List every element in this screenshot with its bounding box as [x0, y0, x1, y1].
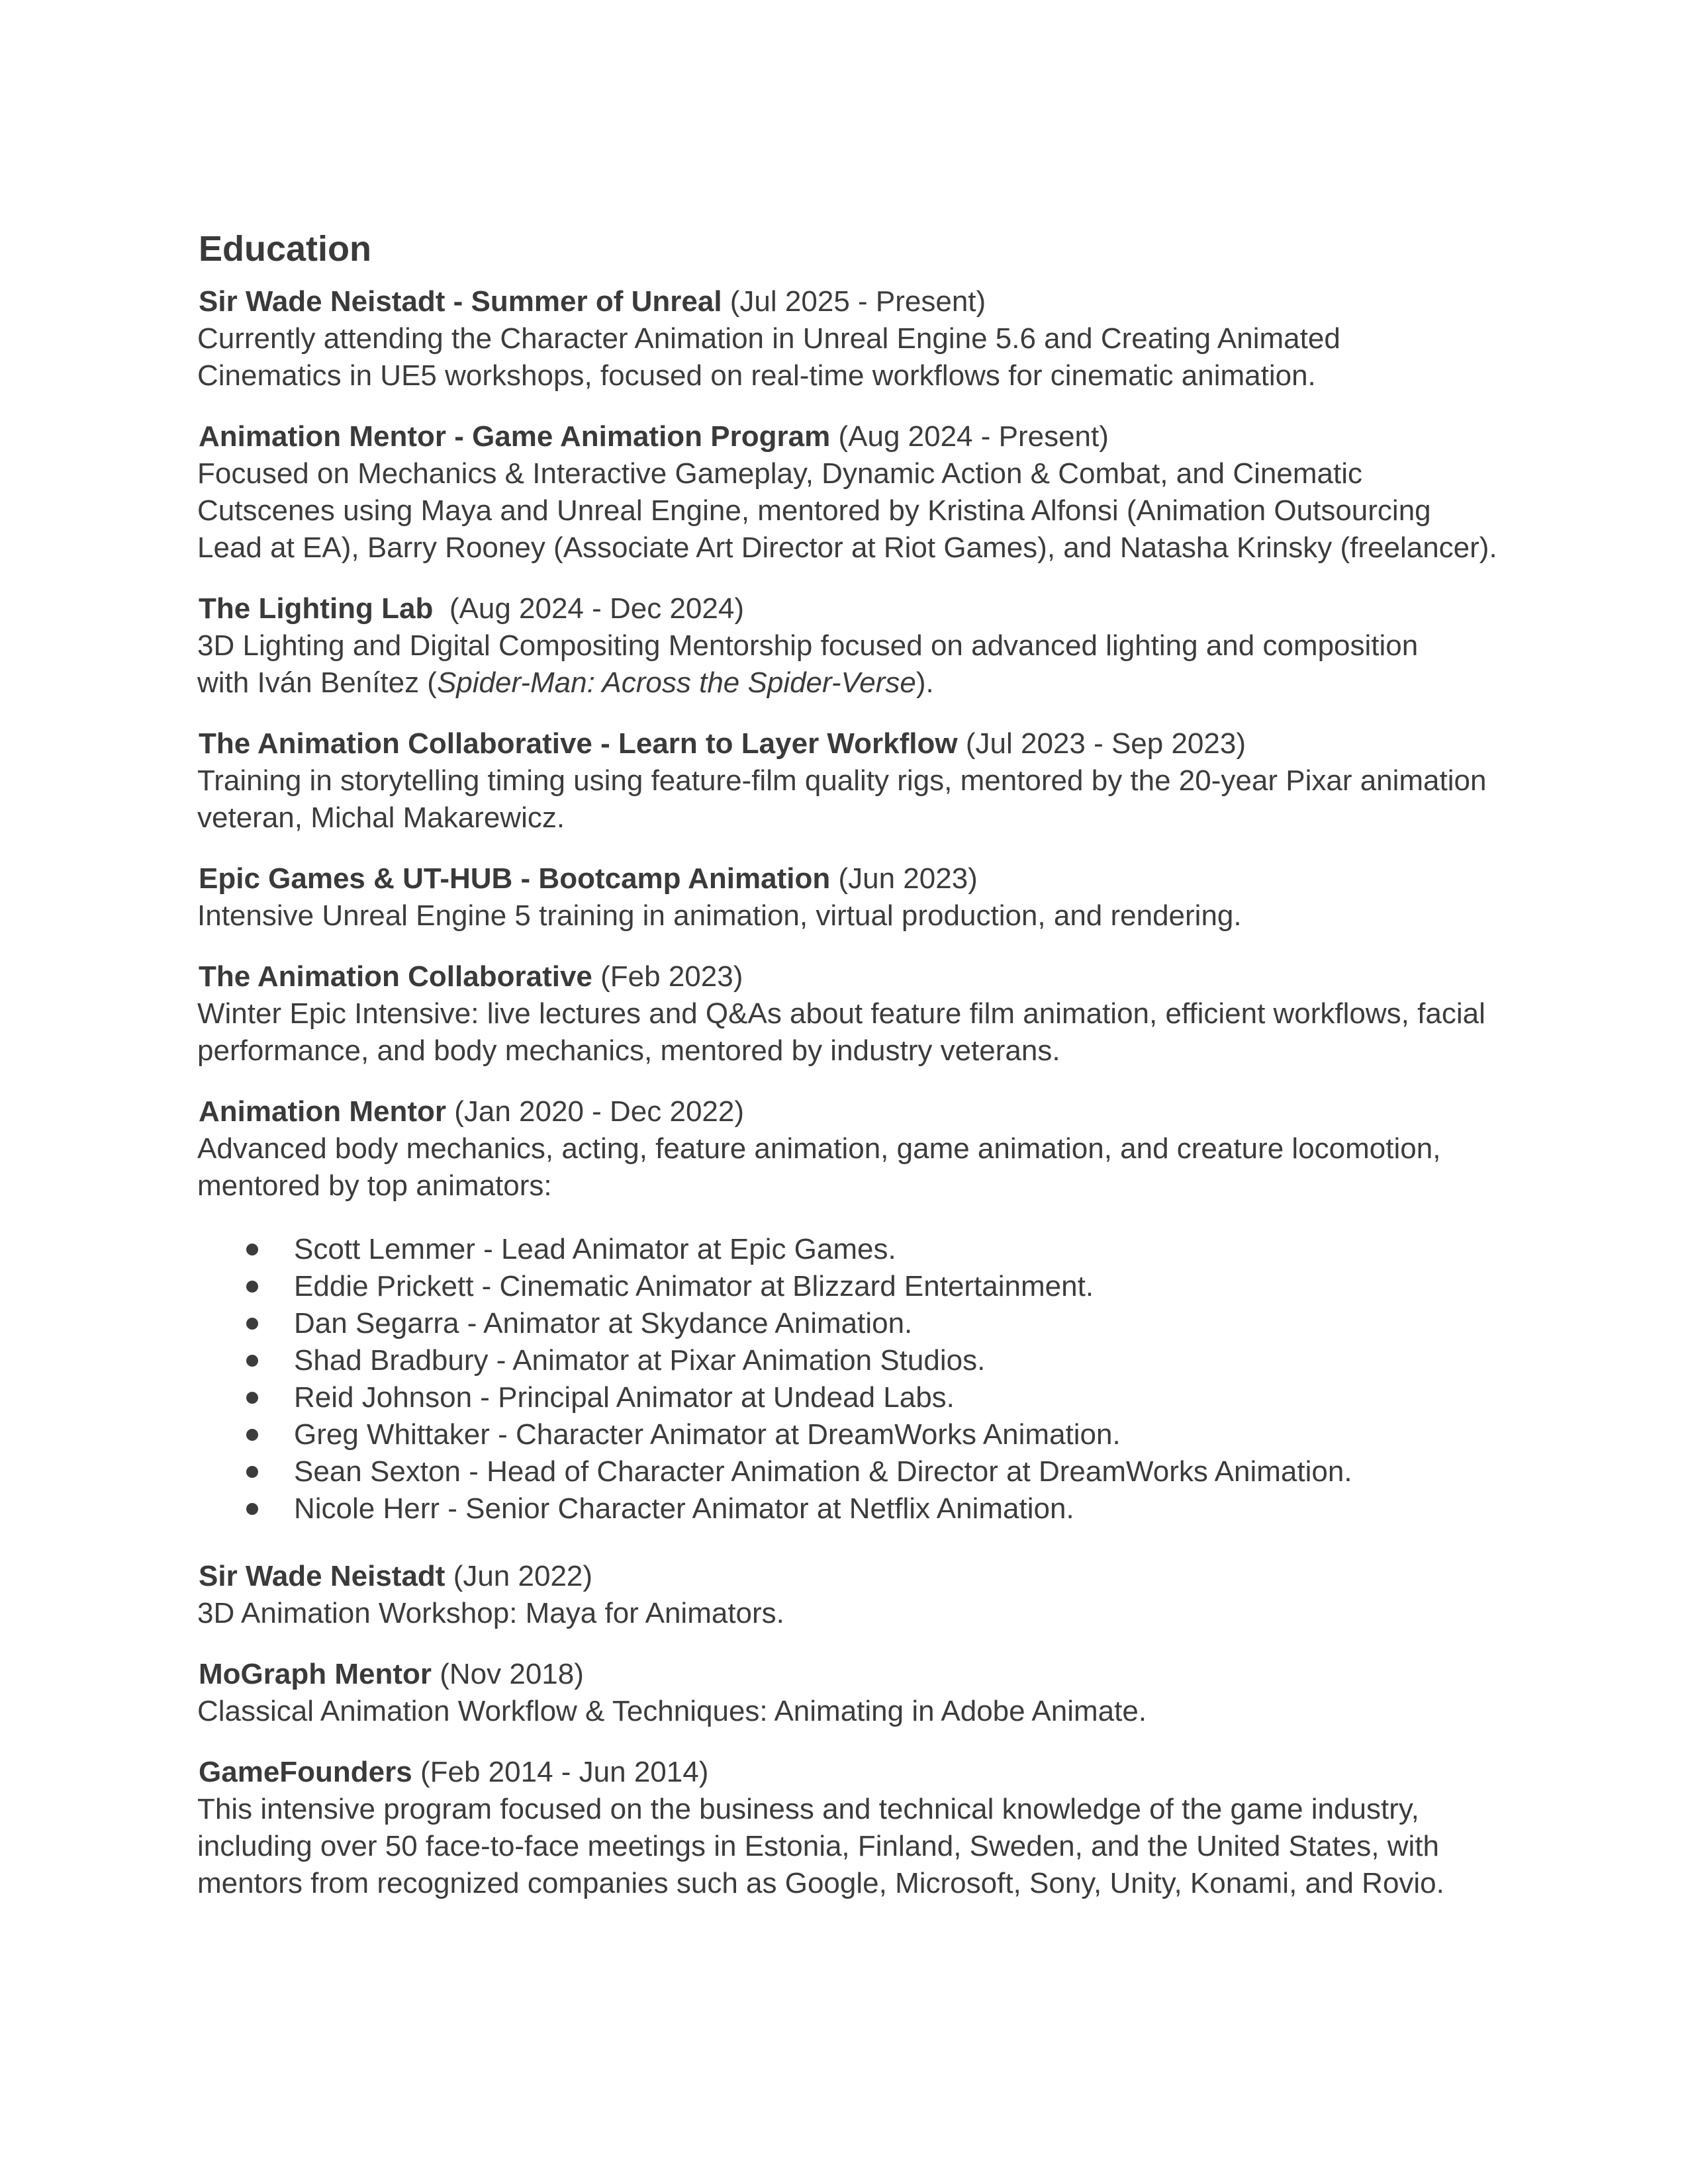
education-entry — [197, 418, 1515, 567]
mentor-text: Eddie Prickett - Cinematic Animator at Blizzard Entertainment. — [294, 1270, 1094, 1302]
description-line: mentored by top animators: — [197, 1169, 552, 1202]
education-entry — [197, 1656, 1515, 1730]
mentor-list-item — [197, 1490, 1515, 1527]
entry-header — [199, 725, 1515, 762]
description-line: Advanced body mechanics, acting, feature animation, game animation, and creature locomotion, — [197, 1132, 1441, 1165]
bullet-icon — [246, 1244, 258, 1255]
education-entry — [197, 590, 1515, 702]
description-line: Training in storytelling timing using feature-film quality rigs, mentored by the 20-year Pixar animation — [197, 764, 1487, 797]
education-entry — [197, 958, 1515, 1069]
education-entry — [197, 1093, 1515, 1527]
education-entry — [197, 1558, 1515, 1632]
entry-date: (Jan 2020 - Dec 2022) — [454, 1095, 745, 1128]
entry-date: (Feb 2023) — [600, 960, 743, 993]
description-line: This intensive program focused on the business and technical knowledge of the game industry, — [197, 1793, 1419, 1825]
description-line: Currently attending the Character Animation in Unreal Engine 5.6 and Creating Animated — [197, 322, 1340, 355]
entry-date: (Aug 2024 - Present) — [838, 420, 1109, 453]
entry-description — [197, 1595, 1515, 1632]
mentor-list-item — [197, 1416, 1515, 1453]
bullet-icon — [246, 1503, 258, 1515]
section-heading: Education — [199, 229, 372, 269]
entry-description — [197, 1791, 1515, 1902]
description-text: with Iván Benítez ( — [197, 666, 437, 699]
entry-date: (Nov 2018) — [440, 1658, 584, 1690]
mentor-list-item — [197, 1231, 1515, 1268]
entry-description — [197, 320, 1515, 394]
entry-title: MoGraph Mentor — [199, 1658, 432, 1690]
mentor-list-item — [197, 1268, 1515, 1305]
description-line: Winter Epic Intensive: live lectures and Q&As about feature film animation, efficient workflows, facial — [197, 997, 1485, 1030]
entry-title: Animation Mentor - Game Animation Program — [199, 420, 831, 453]
education-entry — [197, 1754, 1515, 1902]
bullet-icon — [246, 1318, 258, 1330]
description-line: performance, and body mechanics, mentored by industry veterans. — [197, 1034, 1060, 1067]
mentor-text: Greg Whittaker - Character Animator at DreamWorks Animation. — [294, 1418, 1121, 1451]
entry-date: (Feb 2014 - Jun 2014) — [420, 1756, 709, 1788]
bullet-icon — [246, 1429, 258, 1441]
mentor-list-item — [197, 1305, 1515, 1342]
mentor-text: Scott Lemmer - Lead Animator at Epic Games. — [294, 1233, 896, 1265]
entry-description — [197, 995, 1515, 1069]
description-line: Intensive Unreal Engine 5 training in animation, virtual production, and rendering. — [197, 899, 1242, 932]
entry-title: The Animation Collaborative - Learn to Layer Workflow — [199, 727, 958, 760]
mentor-text: Sean Sexton - Head of Character Animation & Director at DreamWorks Animation. — [294, 1455, 1352, 1488]
entry-date: (Jul 2025 - Present) — [729, 285, 986, 318]
education-section — [197, 221, 1515, 1926]
entry-header — [199, 283, 1515, 320]
description-line: mentors from recognized companies such as Google, Microsoft, Sony, Unity, Konami, and Rovio. — [197, 1867, 1444, 1899]
mentor-list-item — [197, 1453, 1515, 1490]
description-line: Lead at EA), Barry Rooney (Associate Art Director at Riot Games), and Natasha Krinsky (freelancer). — [197, 531, 1497, 564]
entry-header — [199, 1093, 1515, 1130]
education-entry — [197, 860, 1515, 934]
entry-date: (Jul 2023 - Sep 2023) — [965, 727, 1246, 760]
education-entry — [197, 283, 1515, 394]
bullet-icon — [246, 1355, 258, 1367]
entry-description — [197, 627, 1515, 702]
description-line: 3D Animation Workshop: Maya for Animators. — [197, 1597, 784, 1629]
description-line: Cutscenes using Maya and Unreal Engine, mentored by Kristina Alfonsi (Animation Outsourcing — [197, 494, 1431, 527]
entry-description — [197, 762, 1515, 837]
entry-header — [199, 1558, 1515, 1595]
description-line: veteran, Michal Makarewicz. — [197, 801, 565, 834]
entry-title: GameFounders — [199, 1756, 412, 1788]
entry-description — [197, 455, 1515, 567]
film-title: Spider-Man: Across the Spider-Verse — [436, 666, 916, 699]
bullet-icon — [246, 1392, 258, 1404]
entry-header — [199, 958, 1515, 995]
entry-header — [199, 1754, 1515, 1791]
entry-date: (Jun 2022) — [453, 1560, 593, 1592]
entry-title: Sir Wade Neistadt — [199, 1560, 445, 1592]
description-line: Cinematics in UE5 workshops, focused on real-time workflows for cinematic animation. — [197, 359, 1316, 392]
entry-title: Sir Wade Neistadt - Summer of Unreal — [199, 285, 722, 318]
entry-header — [199, 590, 1515, 627]
mentor-text: Shad Bradbury - Animator at Pixar Animation Studios. — [294, 1344, 986, 1377]
description-line: including over 50 face-to-face meetings in Estonia, Finland, Sweden, and the United States, with — [197, 1830, 1439, 1862]
mentor-text: Reid Johnson - Principal Animator at Undead Labs. — [294, 1381, 955, 1414]
entry-title: Animation Mentor — [199, 1095, 446, 1128]
education-entry — [197, 725, 1515, 837]
entry-title: Epic Games & UT-HUB - Bootcamp Animation — [199, 862, 831, 895]
entry-description — [197, 1130, 1515, 1205]
mentor-text: Nicole Herr - Senior Character Animator at Netflix Animation. — [294, 1492, 1074, 1525]
description-line: Focused on Mechanics & Interactive Gameplay, Dynamic Action & Combat, and Cinematic — [197, 457, 1362, 490]
mentor-list — [197, 1231, 1515, 1527]
bullet-icon — [246, 1466, 258, 1478]
entry-header — [199, 418, 1515, 455]
entry-title: The Lighting Lab — [199, 592, 434, 625]
entry-description — [197, 897, 1515, 934]
entry-title: The Animation Collaborative — [199, 960, 592, 993]
description-line — [197, 664, 1515, 702]
entry-date: (Jun 2023) — [838, 862, 978, 895]
entry-date: (Aug 2024 - Dec 2024) — [449, 592, 744, 625]
description-line: Classical Animation Workflow & Techniques: Animating in Adobe Animate. — [197, 1695, 1147, 1727]
entry-header — [199, 860, 1515, 897]
mentor-list-item — [197, 1342, 1515, 1379]
description-text: ). — [915, 666, 934, 699]
mentor-list-item — [197, 1379, 1515, 1416]
mentor-text: Dan Segarra - Animator at Skydance Animation. — [294, 1307, 913, 1340]
description-line: 3D Lighting and Digital Compositing Mentorship focused on advanced lighting and composition — [197, 629, 1419, 662]
entry-description — [197, 1693, 1515, 1730]
entry-header — [199, 1656, 1515, 1693]
bullet-icon — [246, 1281, 258, 1293]
